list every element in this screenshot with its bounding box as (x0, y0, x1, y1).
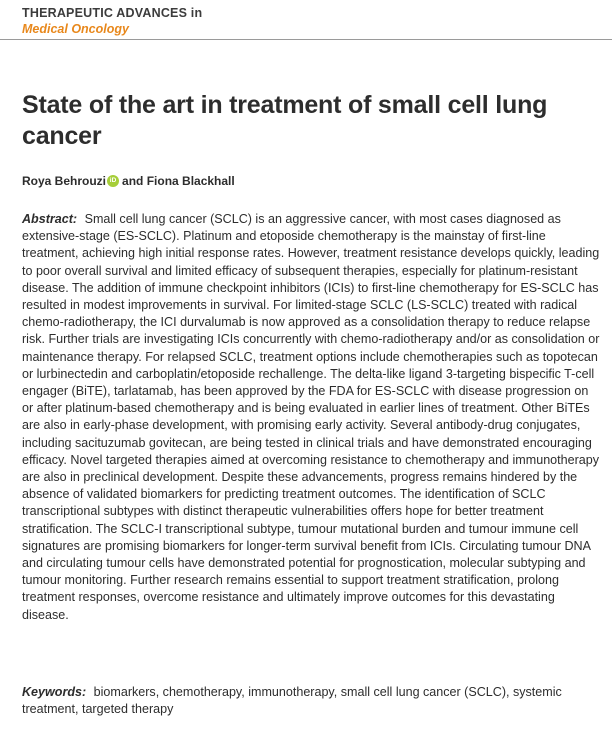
orcid-icon[interactable]: iD (107, 175, 119, 187)
author-second: Fiona Blackhall (146, 174, 235, 188)
author-first: Roya Behrouzi (22, 174, 107, 188)
journal-name: THERAPEUTIC ADVANCES in (22, 6, 203, 20)
abstract-text: Small cell lung cancer (SCLC) is an aggressive cancer, with most cases diagnosed as extensive-stage (ES-SCLC). Platinum and etoposide chemotherapy is the mainstay of first-line treatment, achieving high initial response rates. However, treatment resistance develops quickly, leading to poor overall survival and limited efficacy of subsequent therapies, especially for platinum-resistant disease. The addition of immune checkpoint inhibitors (ICIs) to first-line chemotherapy for ES-SCLC has resulted in modest improvements in survival. For limited-stage SCLC (LS-SCLC) treated with radical chemo-radiotherapy, the ICI durvalumab is now approved as a consolidation therapy to reduce relapse risk. Further trials are investigating ICIs concurrently with chemo-radiotherapy and/or as consolidation or maintenance therapy. For relapsed SCLC, treatment options include chemotherapies such as topotecan or lurbinectedin and carboplatin/etoposide rechallenge. The delta-like ligand 3-targeting bispecific T-cell engager (BiTE), tarlatamab, has been approved by the FDA for ES-SCLC with disease progression on or after platinum-based chemotherapy and is being evaluated in earlier lines of treatment. Other BiTEs are also in early-phase development, with promising early activity. Several antibody-drug conjugates, including sacituzumab govitecan, are being tested in clinical trials and have demonstrated encouraging efficacy. Novel targeted therapies aimed at overcoming resistance to chemotherapy and immunotherapy are also in preclinical development. Despite these advancements, progress remains hindered by the absence of validated biomarkers for predicting treatment outcomes. The identification of SCLC transcriptional subtypes with distinct therapeutic vulnerabilities offers hope for better treatment stratification. The SCLC-I transcriptional subtype, tumour mutational burden and tumour immune cell signatures are promising biomarkers for longer-term survival benefit from ICIs. Circulating tumour DNA and circulating tumour cells have demonstrated potential for prognostication, molecular subtyping and tumour monitoring. Further research remains essential to support treatment stratification, prolong treatment responses, overcome resistance and ultimately improve outcomes for this devastating disease. (22, 212, 600, 622)
article-title: State of the art in treatment of small cell lung cancer (22, 91, 548, 150)
keywords (22, 684, 600, 718)
author-connector: and (122, 174, 144, 188)
journal-section: Medical Oncology (22, 22, 129, 36)
header-divider (0, 39, 612, 40)
journal-header (22, 5, 202, 37)
keywords-label: Keywords: (22, 685, 87, 699)
abstract (22, 211, 600, 624)
keywords-text: biomarkers, chemotherapy, immunotherapy, small cell lung cancer (SCLC), systemic treatment, targeted therapy (22, 685, 562, 717)
author-line (22, 172, 235, 190)
abstract-label: Abstract: (22, 212, 78, 226)
